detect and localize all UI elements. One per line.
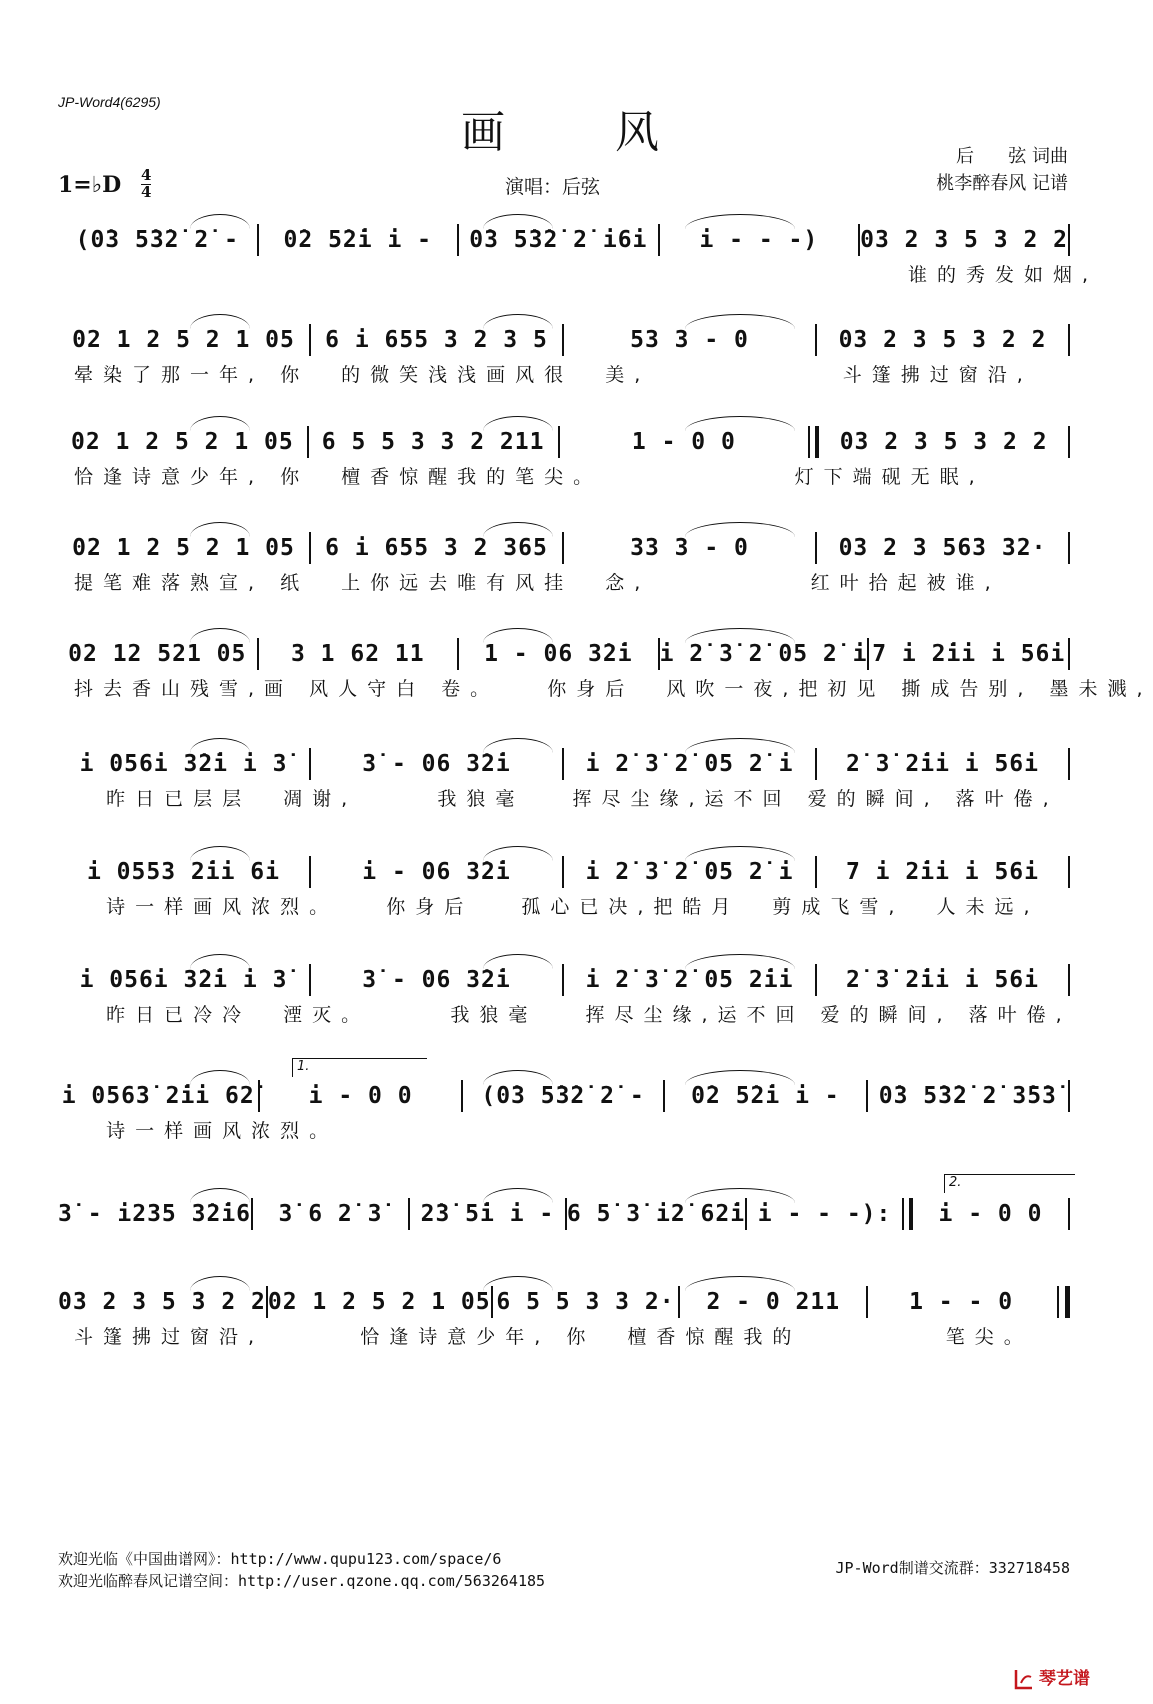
measure: 0̇2 5̇2̇i i - [283,227,433,253]
measure: i 2̇ 3̇ 2̇ 05 2̇ii [585,967,794,993]
measure: 02 1 2 5 2 1 05 [72,535,295,561]
measure: 3̇ - 06 3̇2̇i [362,751,511,777]
measure: 2̇3̇ 5̇i i - [420,1201,555,1227]
measure: i 056i 3̇2̇i i 3̇ [79,751,288,777]
measure: 3 1 62 11 [290,641,425,667]
slur-arc [483,522,553,537]
bar-line [1068,856,1070,888]
slur-arc [190,628,250,643]
measure: 7 i 2̇ii i 56i [845,859,1039,885]
time-signature-bottom: 4 [141,183,152,201]
key-signature: 1=♭D [58,172,122,198]
measure: 33 3 - 0 [630,535,749,561]
measure: 03 2 3 5 3 2 2 [58,1289,266,1315]
lyrics-line: 诗一样画风浓烈。 [74,1120,339,1142]
measure: i - 0 0 [938,1201,1043,1227]
time-signature-top: 4 [141,166,152,184]
measure: 03 2 3 5 3 2 2 [860,227,1068,253]
measure: 0̇3 5̇3̇2̇ 2̇ 3̇5̇3̇ [878,1083,1057,1109]
footer-link-qupu[interactable]: 欢迎光临《中国曲谱网》：http://www.qupu123.com/space/6 [58,1550,502,1568]
measure: 03 2 3 5 3 2 2 [838,327,1047,353]
measure: i 0563̇ 2̇ii 62̇ [61,1083,255,1109]
measure: 3̇ - 06 3̇2̇i [362,967,511,993]
slur-arc [190,214,250,229]
slur-arc [483,628,553,643]
slur-arc [483,1070,553,1085]
measure: 3̇ - i235 3̇2̇i6 [58,1201,252,1227]
measure: 02 1 2 5 2 1 05 [71,429,294,455]
measure: 2̇ 3̇ 2̇ii i 56i [845,967,1039,993]
watermark [1013,1664,1090,1690]
footer-group: JP-Word制谱交流群：332718458 [835,1559,1070,1577]
measure: 1 - 0 0 [631,429,736,455]
bar-line [1068,1198,1070,1230]
slur-arc [190,1188,250,1203]
bar-line [1068,532,1070,564]
footer-links [58,1548,545,1592]
slur-arc [685,954,795,969]
bar-line [808,426,819,458]
slur-arc [190,314,250,329]
bar-line [902,1198,913,1230]
measure: (0̇3 5̇3̇2̇ 2̇ - [75,227,239,253]
measure: 7 i 2̇ii i 56i [872,641,1066,667]
lyrics-line: 诗一样画风浓烈。 你身后 孤心已决,把皓月 剪成飞雪, 人未远, [74,896,1040,918]
measure: 02 12 521 05 [68,641,247,667]
slur-arc [685,846,795,861]
slur-arc [483,846,553,861]
lyrics-line: 提笔难落熟宣, 纸 上你远去唯有风挂 念, 红叶拾起被谁, [74,572,1001,594]
lyrics-line: 恰逢诗意少年, 你 檀香惊醒我的笔尖。 灯下端砚无眠, [74,466,985,488]
lyrics-line: 抖去香山残雪,画 风人守白 卷。 你身后 风吹一夜,把初见 撕成告别, 墨未溅, [74,678,1153,700]
measure: 2̇ 3̇ 2̇ii i 56i [845,751,1039,777]
watermark-text: 琴艺谱 [1039,1669,1090,1689]
credits [936,143,1068,197]
slur-arc [483,214,553,229]
measure: 6 5 5 3 3 2· [496,1289,675,1315]
slur-arc [483,1276,553,1291]
measure: (0̇3 5̇3̇2̇ 2̇ - [481,1083,645,1109]
measure: i 056i 3̇2̇i i 3̇ [79,967,288,993]
measure: i - 0 0 [308,1083,413,1109]
slur-arc [685,1188,795,1203]
singer-label: 演唱：后弦 [505,176,601,198]
slur-arc [483,954,553,969]
slur-arc [483,1188,553,1203]
measure: 03 2 3 5 3 2 2 [839,429,1048,455]
slur-arc [483,416,553,431]
lyrics-line: 昨日已冷冷 湮灭。 我狼毫 挥尽尘缘,运不回 爱的瞬间, 落叶倦, [74,1004,1072,1026]
time-signature [141,168,151,200]
lyrics-line: 昨日已层层 凋谢, 我狼毫 挥尽尘缘,运不回 爱的瞬间, 落叶倦, [74,788,1059,810]
slur-arc [685,1070,795,1085]
song-title: 画风 [461,107,769,158]
slur-arc [685,1276,795,1291]
slur-arc [190,846,250,861]
bar-line [1068,224,1070,256]
measure: i - - -): [757,1201,892,1227]
slur-arc [685,314,795,329]
measure: 1 - - 0 [909,1289,1014,1315]
bar-line [1068,964,1070,996]
bar-line [1068,324,1070,356]
lyrics-line: 谁的秀发如烟, [74,264,1099,286]
measure: i 2̇ 3̇ 2̇ 05 2̇ i [585,751,794,777]
measure: 6 5̇ 3̇ i2̇ 62̇i [566,1201,746,1227]
slur-arc [190,522,250,537]
measure: 2 - 0 211 [706,1289,841,1315]
slur-arc [190,416,250,431]
second-ending: 2. [944,1174,1075,1193]
footer-link-qzone[interactable]: 欢迎光临醉春风记谱空间：http://user.qzone.qq.com/563264185 [58,1572,546,1590]
bar-line [1068,748,1070,780]
slur-arc [685,628,795,643]
measure: i 2̇ 3̇ 2̇ 05 2̇ i [659,641,868,667]
slur-arc [685,416,795,431]
lyrics-line [74,1234,1060,1264]
measure: 6 5 5 3 3 2 211 [321,429,545,455]
measure: 02 1 2 5 2 1 05 [72,327,295,353]
lyrics-line: 斗篷拂过窗沿, 恰逢诗意少年, 你 檀香惊醒我的 笔尖。 [74,1326,1033,1348]
measure: 1 - 06 3̇2̇i [484,641,633,667]
measure: 6 i 655 3 2 3 5 [325,327,548,353]
slur-arc [190,1276,250,1291]
measure: 0̇2 5̇2̇i i - [691,1083,840,1109]
measure: 6 i 655 3 2 365 [325,535,548,561]
slur-arc [685,738,795,753]
measure: 02 1 2 5 2 1 05 [267,1289,491,1315]
measure: 03 2 3 563 32· [838,535,1047,561]
measure: 0̇3 5̇3̇2̇ 2̇ i6i [469,227,648,253]
bar-line [1068,426,1070,458]
slur-arc [190,738,250,753]
slur-arc [483,314,553,329]
lyrics-line: 晕染了那一年, 你 的微笑浅浅画风很 美, 斗篷拂过窗沿, [74,364,1033,386]
measure: i - - -) [699,227,819,253]
first-ending: 1. [292,1058,427,1077]
lyrics-music-credit: 后 弦 词曲 [955,146,1068,167]
slur-arc [483,738,553,753]
measure: i 0553 2̇ii 6i [86,859,280,885]
transcriber-credit: 桃李醉春风 记谱 [936,173,1068,194]
slur-arc [685,214,795,229]
slur-arc [685,522,795,537]
measure: i 2̇ 3̇ 2̇ 05 2̇ i [585,859,794,885]
slur-arc [190,1070,250,1085]
software-label: JP-Word4(6295) [58,94,161,110]
slur-arc [190,954,250,969]
qinyipu-logo-icon [1013,1668,1035,1690]
measure: i - 06 3̇2̇i [362,859,511,885]
bar-line [1057,1286,1070,1318]
bar-line [1068,1080,1070,1112]
measure: 53 3 - 0 [630,327,749,353]
bar-line [1068,638,1070,670]
measure: 3̇ 6 2̇ 3̇ [278,1201,383,1227]
